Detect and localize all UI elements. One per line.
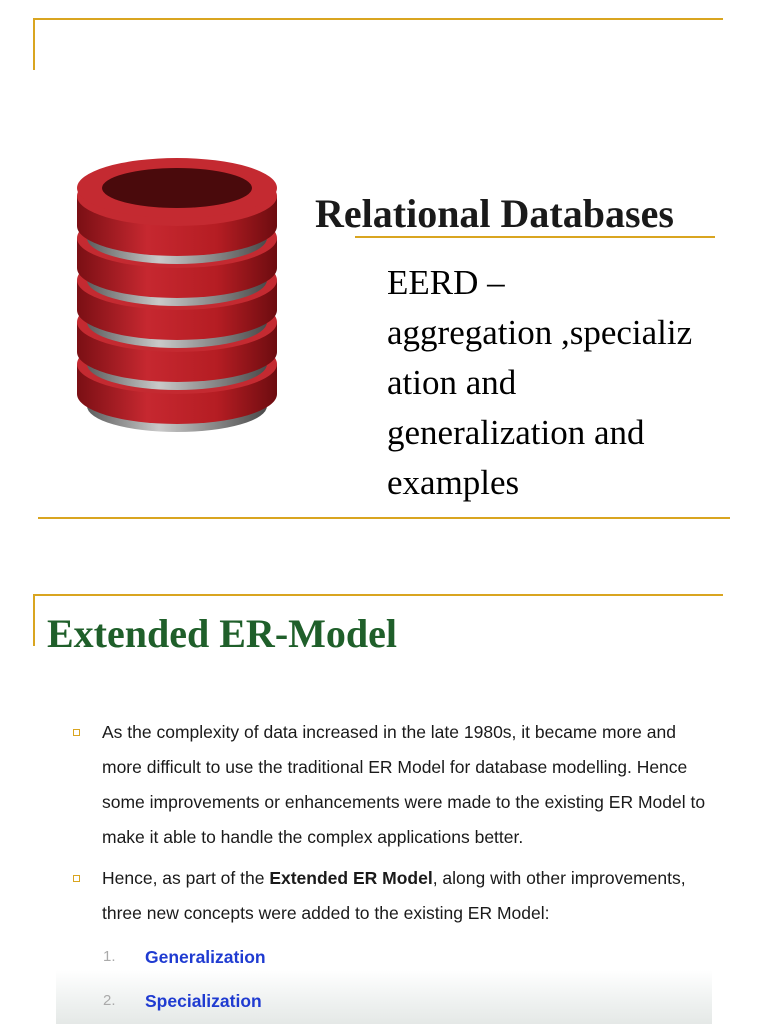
bullet-text-bold: Extended ER Model — [269, 868, 433, 888]
bullet-text-suffix: , along with other improvements, three new concepts were added to the existing ER Model: — [102, 868, 686, 923]
top-rule — [33, 18, 723, 20]
top-rule — [33, 594, 723, 596]
title-underline — [355, 236, 715, 238]
left-rule — [33, 18, 35, 70]
slide2-content — [70, 715, 710, 1024]
bottom-rule — [38, 517, 730, 519]
bullet-text: As the complexity of data increased in the late 1980s, it became more and more difficult to use the traditional ER Model for database modelling. Hence some improvements or enhancements were made to the existing ER Model to make it able to handle the complex applications better. — [102, 722, 706, 847]
numbered-list — [70, 937, 710, 1024]
list-label: Specialization — [145, 991, 262, 1011]
list-label: Generalization — [145, 947, 266, 967]
list-number: 1. — [103, 948, 116, 965]
database-cylinder-icon — [55, 148, 300, 438]
subtitle-line: aggregation ,specializ — [387, 313, 693, 352]
bullet-item — [70, 861, 710, 931]
slide1-subtitle — [387, 258, 692, 508]
list-item — [70, 981, 710, 1024]
subtitle-line: EERD – — [387, 263, 505, 302]
left-rule — [33, 594, 35, 646]
subtitle-line: examples — [387, 463, 520, 502]
bullet-text-prefix: Hence, as part of the — [102, 868, 270, 888]
subtitle-line: ation and — [387, 363, 517, 402]
square-bullet-icon — [73, 875, 80, 882]
list-item — [70, 937, 710, 981]
slide2-title: Extended ER-Model — [47, 611, 397, 656]
bullet-item — [70, 715, 710, 855]
subtitle-line: generalization and — [387, 413, 645, 452]
list-number: 2. — [103, 992, 116, 1009]
slide-extended-er-model — [0, 590, 768, 1024]
square-bullet-icon — [73, 729, 80, 736]
slide1-title: Relational Databases — [315, 191, 674, 236]
